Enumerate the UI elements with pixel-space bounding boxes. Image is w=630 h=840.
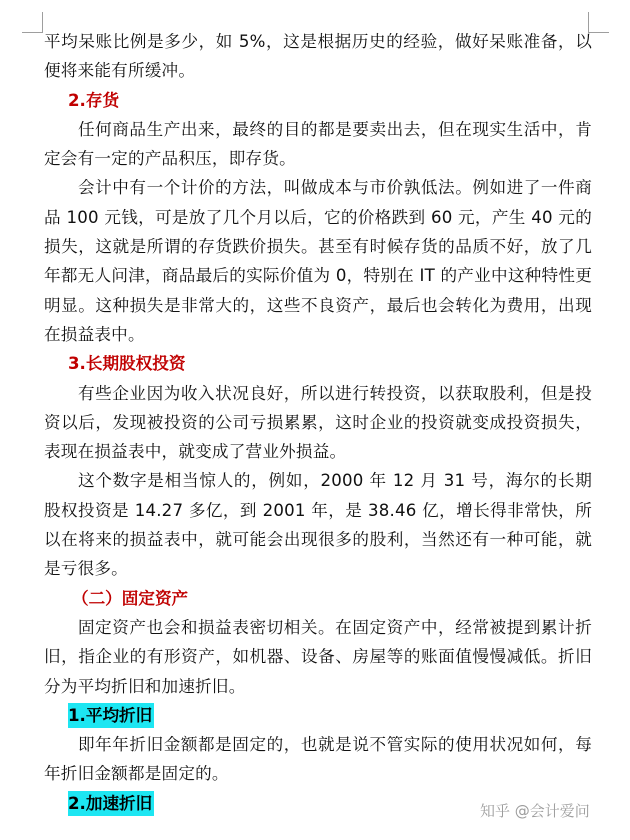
paragraph-equity-haier-example: 这个数字是相当惊人的，例如，2000 年 12 月 31 号，海尔的长期股权投资是 14.27 多亿，到 2001 年，是 38.46 亿，增长得非常快，所以在将来的损益表中，就可能会出现很多的股利，当然还有一种可能，就是亏很多。 [44,471,592,579]
heading-long-term-equity: 3.长期股权投资 [68,354,186,374]
paragraph-fixed-assets: 固定资产也会和损益表密切相关。在固定资产中，经常被提到累计折旧，指企业的有形资产，如机器、设备、房屋等的账面值慢慢减低。折旧分为平均折旧和加速折旧。 [44,617,592,696]
heading-accelerated-depreciation: 2.加速折旧 [68,791,154,816]
heading-fixed-assets: （二）固定资产 [72,588,189,608]
zhihu-watermark: 知乎 @会计爱问 [480,802,590,820]
document-page [44,27,592,818]
paragraph-straight-line-depreciation: 即年年折旧金额都是固定的，也就是说不管实际的使用状况如何，每年折旧金额都是固定的。 [44,735,592,784]
heading-inventory: 2.存货 [68,90,120,110]
page-corner-mark-left [22,12,43,33]
paragraph-bad-debt-ratio: 平均呆账比例是多少，如 5%，这是根据历史的经验，做好呆账准备，以便将来能有所缓冲。 [44,32,592,81]
paragraph-inventory-overview: 任何商品生产出来，最终的目的都是要卖出去，但在现实生活中，肯定会有一定的产品积压，即存货。 [44,119,592,169]
heading-straight-line-wrapper [44,701,592,730]
heading-straight-line-depreciation: 1.平均折旧 [68,703,154,728]
paragraph-inventory-valuation: 会计中有一个计价的方法，叫做成本与市价孰低法。例如进了一件商品 100 元钱，可是放了几个月以后，它的价格跌到 60 元，产生 40 元的损失，这就是所谓的存货跌价损失。甚至有时候存货的品质不好，放了几年都无人问津，商品最后的实际价值为 0，特别在 IT 的产业中这种特性更明显。这种损失是非常大的，这些不良资产，最后也会转化为费用，出现在损益表中。 [44,178,592,344]
paragraph-equity-investment-loss: 有些企业因为收入状况良好，所以进行转投资，以获取股利，但是投资以后，发现被投资的公司亏损累累，这时企业的投资就变成投资损失，表现在损益表中，就变成了营业外损益。 [44,383,592,462]
